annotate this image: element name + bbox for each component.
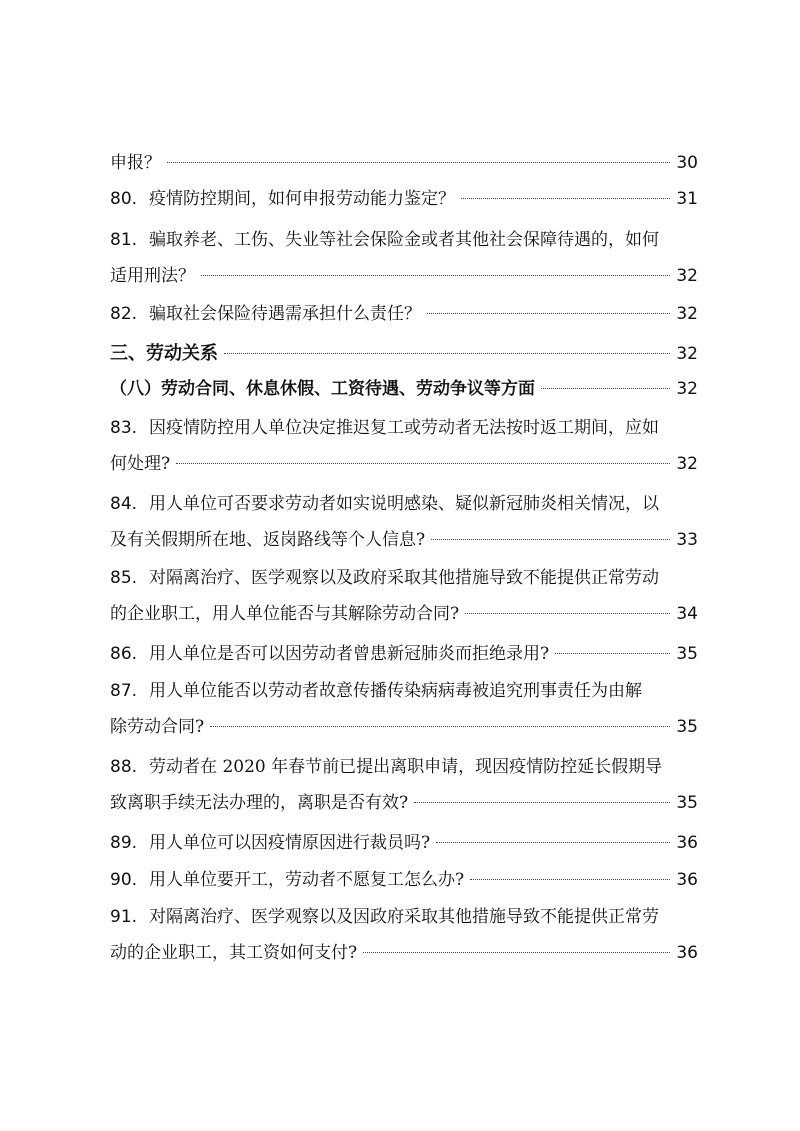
leader-dots <box>167 162 670 163</box>
toc-entry-87[interactable] <box>110 673 698 745</box>
page-number: 35 <box>676 793 698 813</box>
entry-text-cont: 及有关假期所在地、返岗路线等个人信息? <box>110 530 426 550</box>
entry-text-cont: 适用刑法？ <box>110 266 195 286</box>
entry-text: 劳动者在 2020 年春节前已提出离职申请，现因疫情防控延长假期导 <box>149 757 663 777</box>
page-number: 36 <box>676 943 698 963</box>
toc-entry-85[interactable] <box>110 560 698 632</box>
leader-dots <box>461 198 670 199</box>
entry-text-cont: 除劳动合同? <box>110 717 205 737</box>
page-number: 34 <box>676 604 698 624</box>
leader-dots <box>363 952 670 953</box>
toc-entry-81[interactable] <box>110 222 698 294</box>
leader-dots <box>224 353 670 354</box>
leader-dots <box>176 463 670 464</box>
leader-dots <box>555 653 670 654</box>
entry-text-cont: 动的企业职工，其工资如何支付? <box>110 943 358 963</box>
page-number: 32 <box>676 379 698 399</box>
entry-number: 88. <box>110 757 138 777</box>
leader-dots <box>436 842 670 843</box>
entry-number: 85. <box>110 568 138 588</box>
entry-text: 用人单位能否以劳动者故意传播传染病病毒被追究刑事责任为由解 <box>149 681 643 701</box>
page-number: 32 <box>676 304 698 324</box>
entry-text: 因疫情防控用人单位决定推迟复工或劳动者无法按时返工期间，应如 <box>149 418 660 438</box>
entry-text: 骗取养老、工伤、失业等社会保险金或者其他社会保障待遇的，如何 <box>149 230 660 250</box>
leader-dots <box>414 802 670 803</box>
leader-dots <box>427 313 670 314</box>
page-number: 32 <box>676 266 698 286</box>
toc-entry-84[interactable] <box>110 486 698 558</box>
page-number: 32 <box>676 454 698 474</box>
entry-number: 82. <box>110 304 138 324</box>
entry-text: 申报？ <box>110 153 161 173</box>
entry-number: 89. <box>110 833 138 853</box>
entry-text-cont: 的企业职工，用人单位能否与其解除劳动合同? <box>110 604 460 624</box>
subsection-title: （八）劳动合同、休息休假、工资待遇、劳动争议等方面 <box>110 379 535 399</box>
entry-number: 84. <box>110 494 138 514</box>
entry-number: 90. <box>110 870 138 890</box>
page-number: 32 <box>676 344 698 364</box>
entry-number: 83. <box>110 418 138 438</box>
page-number: 33 <box>676 530 698 550</box>
leader-dots <box>470 879 670 880</box>
toc-entry-80[interactable] <box>110 181 698 217</box>
toc-entry-79-continued[interactable] <box>110 145 698 181</box>
entry-number: 81. <box>110 230 138 250</box>
toc-entry-89[interactable] <box>110 825 698 861</box>
page-number: 35 <box>676 644 698 664</box>
page-number: 36 <box>676 870 698 890</box>
leader-dots <box>431 539 670 540</box>
entry-text: 骗取社会保险待遇需承担什么责任？ <box>149 304 422 324</box>
page-number: 36 <box>676 833 698 853</box>
entry-text-cont: 何处理? <box>110 454 171 474</box>
entry-number: 91. <box>110 907 138 927</box>
section-title: 三、劳动关系 <box>110 343 218 364</box>
entry-text: 用人单位可否要求劳动者如实说明感染、疑似新冠肺炎相关情况，以 <box>149 494 660 514</box>
entry-number: 87. <box>110 681 138 701</box>
leader-dots <box>210 726 670 727</box>
page-number: 30 <box>676 153 698 173</box>
entry-text: 对隔离治疗、医学观察以及政府采取其他措施导致不能提供正常劳动 <box>149 568 660 588</box>
toc-entry-86[interactable] <box>110 636 698 672</box>
page-number: 31 <box>676 189 698 209</box>
entry-text: 用人单位是否可以因劳动者曾患新冠肺炎而拒绝录用? <box>149 644 550 664</box>
leader-dots <box>465 613 670 614</box>
entry-text: 用人单位要开工，劳动者不愿复工怎么办? <box>149 870 465 890</box>
entry-text: 用人单位可以因疫情原因进行裁员吗? <box>149 833 431 853</box>
toc-entry-91[interactable] <box>110 899 698 971</box>
entry-number: 80. <box>110 189 138 209</box>
leader-dots <box>201 275 670 276</box>
entry-text: 对隔离治疗、医学观察以及因政府采取其他措施导致不能提供正常劳 <box>149 907 660 927</box>
toc-entry-90[interactable] <box>110 862 698 898</box>
leader-dots <box>541 388 670 389</box>
toc-entry-83[interactable] <box>110 410 698 482</box>
entry-text-cont: 致离职手续无法办理的，离职是否有效? <box>110 793 409 813</box>
toc-subsection-8[interactable] <box>110 371 698 407</box>
entry-text: 疫情防控期间，如何申报劳动能力鉴定？ <box>149 189 456 209</box>
toc-section-3[interactable] <box>110 336 698 372</box>
toc-entry-82[interactable] <box>110 296 698 332</box>
entry-number: 86. <box>110 644 138 664</box>
toc-entry-88[interactable] <box>110 749 698 821</box>
page-number: 35 <box>676 717 698 737</box>
